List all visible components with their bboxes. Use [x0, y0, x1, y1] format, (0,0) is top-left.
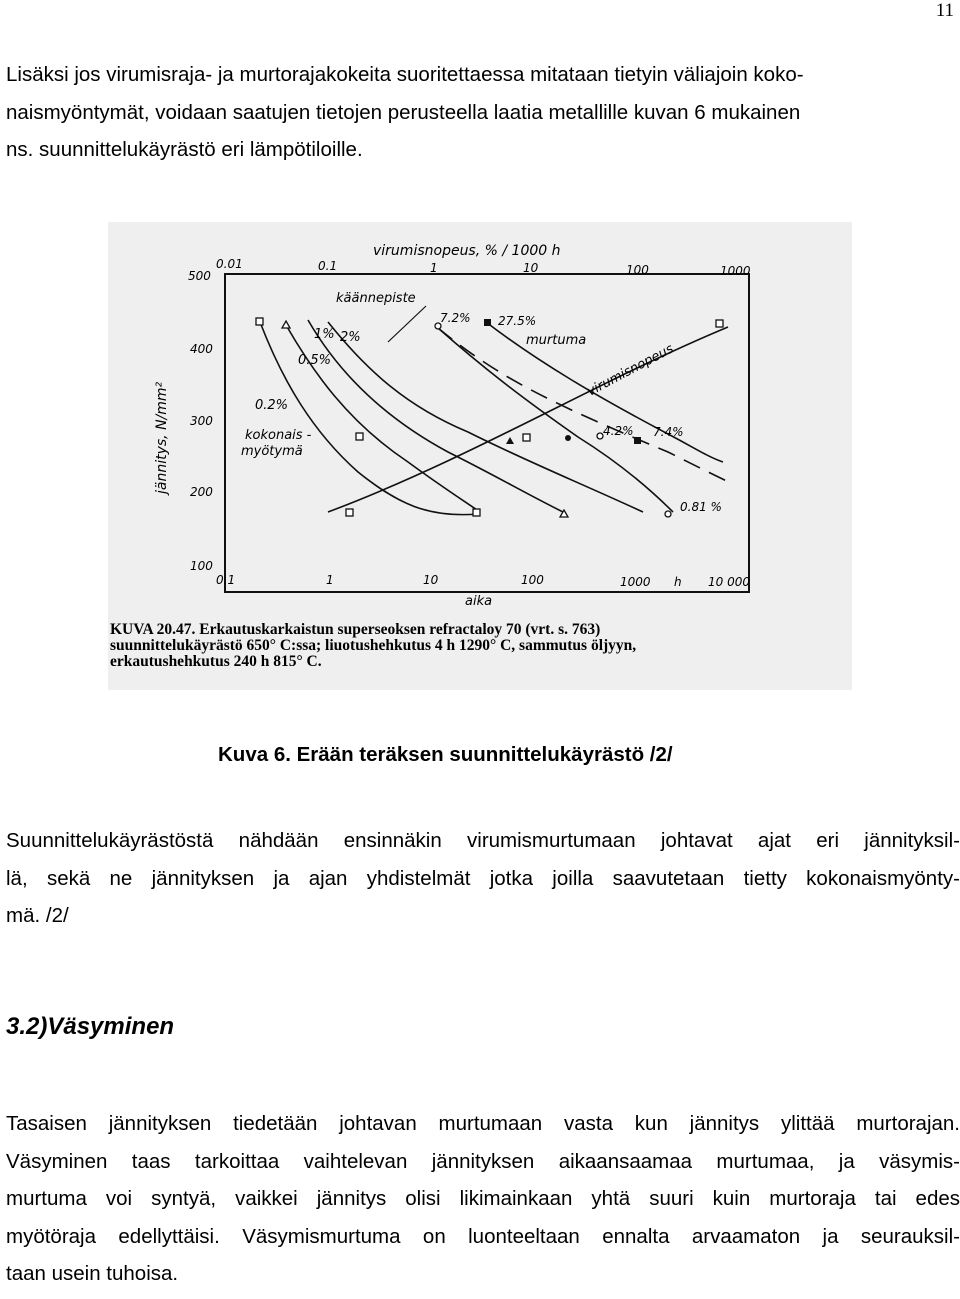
- marker-square: [256, 318, 263, 325]
- top-tick: 100: [626, 263, 649, 277]
- paragraph-line: Tasaisen jännityksen tiedetään johtavan murtumaan vasta kun jännitys ylittää murtorajan.: [6, 1112, 960, 1135]
- top-axis-title: virumisnopeus, % / 1000 h: [373, 243, 561, 259]
- design-chart-figure: [108, 222, 852, 690]
- top-tick: 1000: [720, 264, 751, 278]
- label-0-5pct: 0.5%: [298, 353, 332, 368]
- fatigue-paragraph: [6, 1105, 960, 1293]
- bottom-tick: 1000: [620, 575, 651, 589]
- marker-filled-square: [634, 437, 641, 444]
- book-caption-line: erkautushehkutus 240 h 815° C.: [110, 653, 322, 670]
- kaannepiste-leader: [388, 306, 426, 342]
- marker-filled-triangle: [506, 437, 514, 444]
- bottom-tick: 10 000: [708, 575, 750, 589]
- y-tick: 100: [190, 559, 213, 573]
- top-tick: 1: [430, 261, 438, 275]
- curve-rupture-dashed: [438, 328, 733, 484]
- paragraph-line: myötöraja edellyttäisi. Väsymismurtuma on luonteeltaan ennalta arvaamaton ja seurauksil-: [6, 1224, 960, 1248]
- paragraph-line: murtuma voi syntyä, vaikkei jännitys olisi likimainkaan yhtä suuri kuin murtoraja tai edes: [6, 1187, 960, 1210]
- y-axis-title: jännitys, N/mm²: [154, 381, 170, 494]
- y-tick: 500: [188, 269, 211, 283]
- label-27-5pct: 27.5%: [498, 314, 537, 328]
- label-myotyma: myötymä: [241, 444, 303, 459]
- intro-line: naismyöntymät, voidaan saatujen tietojen perusteella laatia metallille kuvan 6 mukainen: [6, 100, 801, 124]
- book-caption: [110, 621, 636, 670]
- marker-square: [473, 509, 480, 516]
- bottom-tick: 1: [326, 573, 334, 587]
- paragraph-line: taan usein tuhoisa.: [6, 1262, 179, 1285]
- marker-square: [523, 434, 530, 441]
- bottom-axis-title: aika: [465, 594, 493, 609]
- top-tick: 10: [523, 261, 539, 275]
- label-kokonais: kokonais -: [245, 428, 312, 443]
- curve-total-strain-2: [328, 322, 643, 512]
- label-0-2pct: 0.2%: [255, 398, 289, 413]
- bottom-tick: 10: [423, 573, 439, 587]
- label-1pct: 1%: [314, 327, 335, 342]
- intro-paragraph: [6, 56, 960, 169]
- paragraph-line: Suunnittelukäyrästöstä nähdään ensinnäkin virumismurtumaan johtavat ajat eri jännityksil-: [6, 829, 960, 852]
- paragraph-line: Väsyminen taas tarkoittaa vaihtelevan jännityksen aikaansaamaa murtumaa, ja väsymis-: [6, 1149, 960, 1173]
- label-virumisnopeus: virumisnopeus: [584, 341, 677, 400]
- label-2pct: 2%: [340, 330, 361, 345]
- label-7-2pct: 7.2%: [440, 311, 471, 325]
- intro-line: Lisäksi jos virumisraja- ja murtorajakokeita suoritettaessa mitataan tietyin väliajoin koko-: [6, 63, 804, 86]
- y-tick: 400: [190, 342, 213, 356]
- label-4-2pct: 4.2%: [603, 424, 634, 438]
- marker-square: [346, 509, 353, 516]
- marker-triangle: [282, 321, 290, 328]
- y-tick: 200: [190, 485, 213, 499]
- bottom-tick: h: [674, 575, 682, 589]
- figure-caption: Kuva 6. Erään teräksen suunnittelukäyrästö /2/: [218, 743, 673, 766]
- curve-total-strain-0-2: [260, 322, 478, 515]
- page-number: 11: [935, 0, 954, 21]
- book-caption-line: KUVA 20.47. Erkautuskarkaistun superseoksen refractaloy 70 (vrt. s. 763): [110, 621, 601, 638]
- marker-square: [356, 433, 363, 440]
- label-0-81pct: 0.81 %: [680, 500, 722, 514]
- marker-square: [716, 320, 723, 327]
- label-kaannepiste: käännepiste: [336, 291, 416, 306]
- top-tick: 0.1: [318, 259, 338, 273]
- design-chart: [108, 222, 852, 690]
- y-tick: 300: [190, 414, 213, 428]
- explanation-paragraph: [6, 822, 960, 935]
- intro-line: ns. suunnittelukäyrästö eri lämpötiloille.: [6, 138, 363, 161]
- marker-filled-square: [484, 319, 491, 326]
- marker-circle: [665, 511, 671, 517]
- bottom-tick: 0.1: [216, 573, 236, 587]
- label-7-4pct: 7.4%: [653, 425, 684, 439]
- book-caption-line: suunnittelukäyrästö 650° C:ssa; liuotushehkutus 4 h 1290° C, sammutus öljyyn,: [110, 637, 637, 654]
- paragraph-line: lä, sekä ne jännityksen ja ajan yhdistelmät jotka joilla saavutetaan tietty kokonaismyönty-: [6, 866, 960, 890]
- section-heading: 3.2)Väsyminen: [6, 1013, 175, 1040]
- label-murtuma: murtuma: [526, 333, 587, 348]
- paragraph-line: mä. /2/: [6, 904, 69, 927]
- marker-filled-circle: [565, 435, 571, 441]
- bottom-tick: 100: [521, 573, 544, 587]
- top-tick: 0.01: [216, 257, 243, 271]
